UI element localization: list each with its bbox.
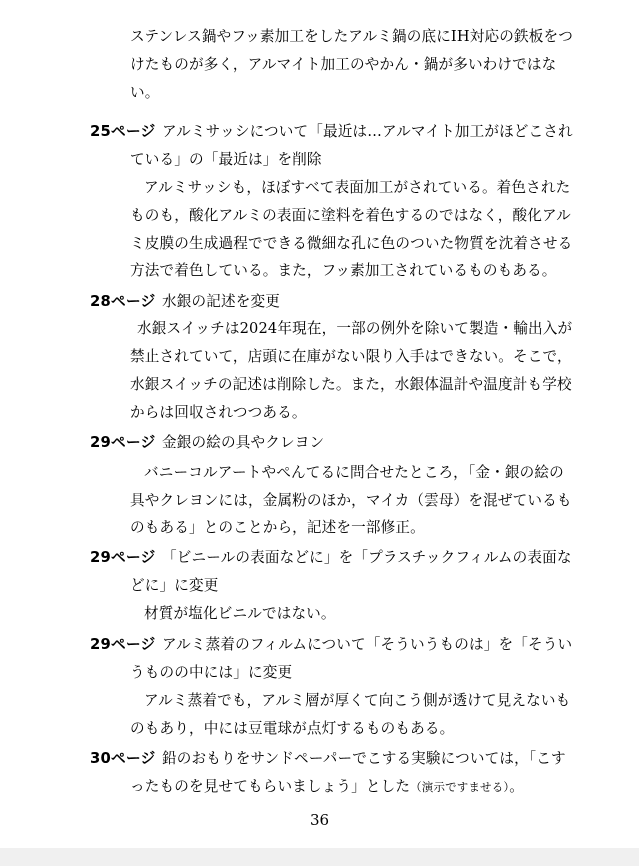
body-line: ステンレス鍋やフッ素加工をしたアルミ鍋の底にIH対応の鉄板をつ: [130, 28, 573, 45]
section-title: どに」に変更: [130, 577, 219, 594]
body-line: 水銀スイッチの記述は削除した。また，水銀体温計や温度計も学校: [130, 376, 572, 393]
body-line: ものも，酸化アルミの表面に塗料を着色するのではなく，酸化アル: [130, 207, 571, 224]
body-line: アルミサッシも，ほぼすべて表面加工がされている。着色された: [144, 179, 571, 196]
viewer-bottom-edge: [0, 848, 639, 866]
body-line: からは回収されつつある。: [130, 404, 307, 421]
section-title: ている」の「最近は」を削除: [130, 151, 322, 168]
body-line: アルミ蒸着でも，アルミ層が厚くて向こう側が透けて見えないも: [144, 692, 571, 709]
section-heading-page-ref: 25ページ: [90, 123, 156, 140]
body-line: けたものが多く，アルマイト加工のやかん・鍋が多いわけではな: [130, 56, 557, 73]
body-line: 水銀スイッチは2024年現在，一部の例外を除いて製造・輸出入が: [137, 320, 573, 337]
section-title: アルミサッシについて「最近は…アルマイト加工がほどこされ: [162, 123, 573, 140]
section-title: アルミ蒸着のフィルムについて「そういうものは」を「そうい: [162, 636, 573, 653]
section-heading-page-ref: 30ページ: [90, 750, 156, 767]
body-line: 材質が塩化ビニルではない。: [144, 605, 336, 622]
section-heading-page-ref: 29ページ: [90, 549, 156, 566]
section-title: 金銀の絵の具やクレヨン: [162, 434, 325, 451]
body-line: のもある」とのことから，記述を一部修正。: [130, 519, 425, 536]
body-line: バニーコルアートやぺんてるに問合せたところ，「金・銀の絵の: [144, 464, 564, 481]
page-number: 36: [309, 811, 330, 829]
section-title: 鉛のおもりをサンドペーパーでこする実験については，「こす: [162, 750, 566, 767]
section-title: うものの中には」に変更: [130, 664, 293, 681]
section-title-text: ったものを見せてもらいましょう」とした: [130, 778, 411, 795]
parenthetical-note: （演示ですませる）: [410, 780, 510, 794]
sentence-end: 。: [509, 778, 524, 795]
section-heading-page-ref: 28ページ: [90, 293, 156, 310]
section-heading-page-ref: 29ページ: [90, 636, 156, 653]
section-title: 「ビニールの表面などに」を「プラスチックフィルムの表面な: [162, 549, 572, 566]
section-title: [130, 777, 524, 797]
body-line: ミ皮膜の生成過程でできる微細な孔に色のついた物質を沈着させる: [130, 235, 573, 252]
section-title: 水銀の記述を変更: [162, 293, 280, 310]
body-line: 禁止されていて，店頭に在庫がない限り入手はできない。そこで，: [130, 348, 572, 365]
body-line: 方法で着色している。また，フッ素加工されているものもある。: [130, 262, 557, 279]
body-line: い。: [130, 84, 160, 101]
body-line: 具やクレヨンには，金属粉のほか，マイカ（雲母）を混ぜているも: [130, 492, 572, 509]
body-line: のもあり，中には豆電球が点灯するものもある。: [130, 720, 455, 737]
section-heading-page-ref: 29ページ: [90, 434, 156, 451]
